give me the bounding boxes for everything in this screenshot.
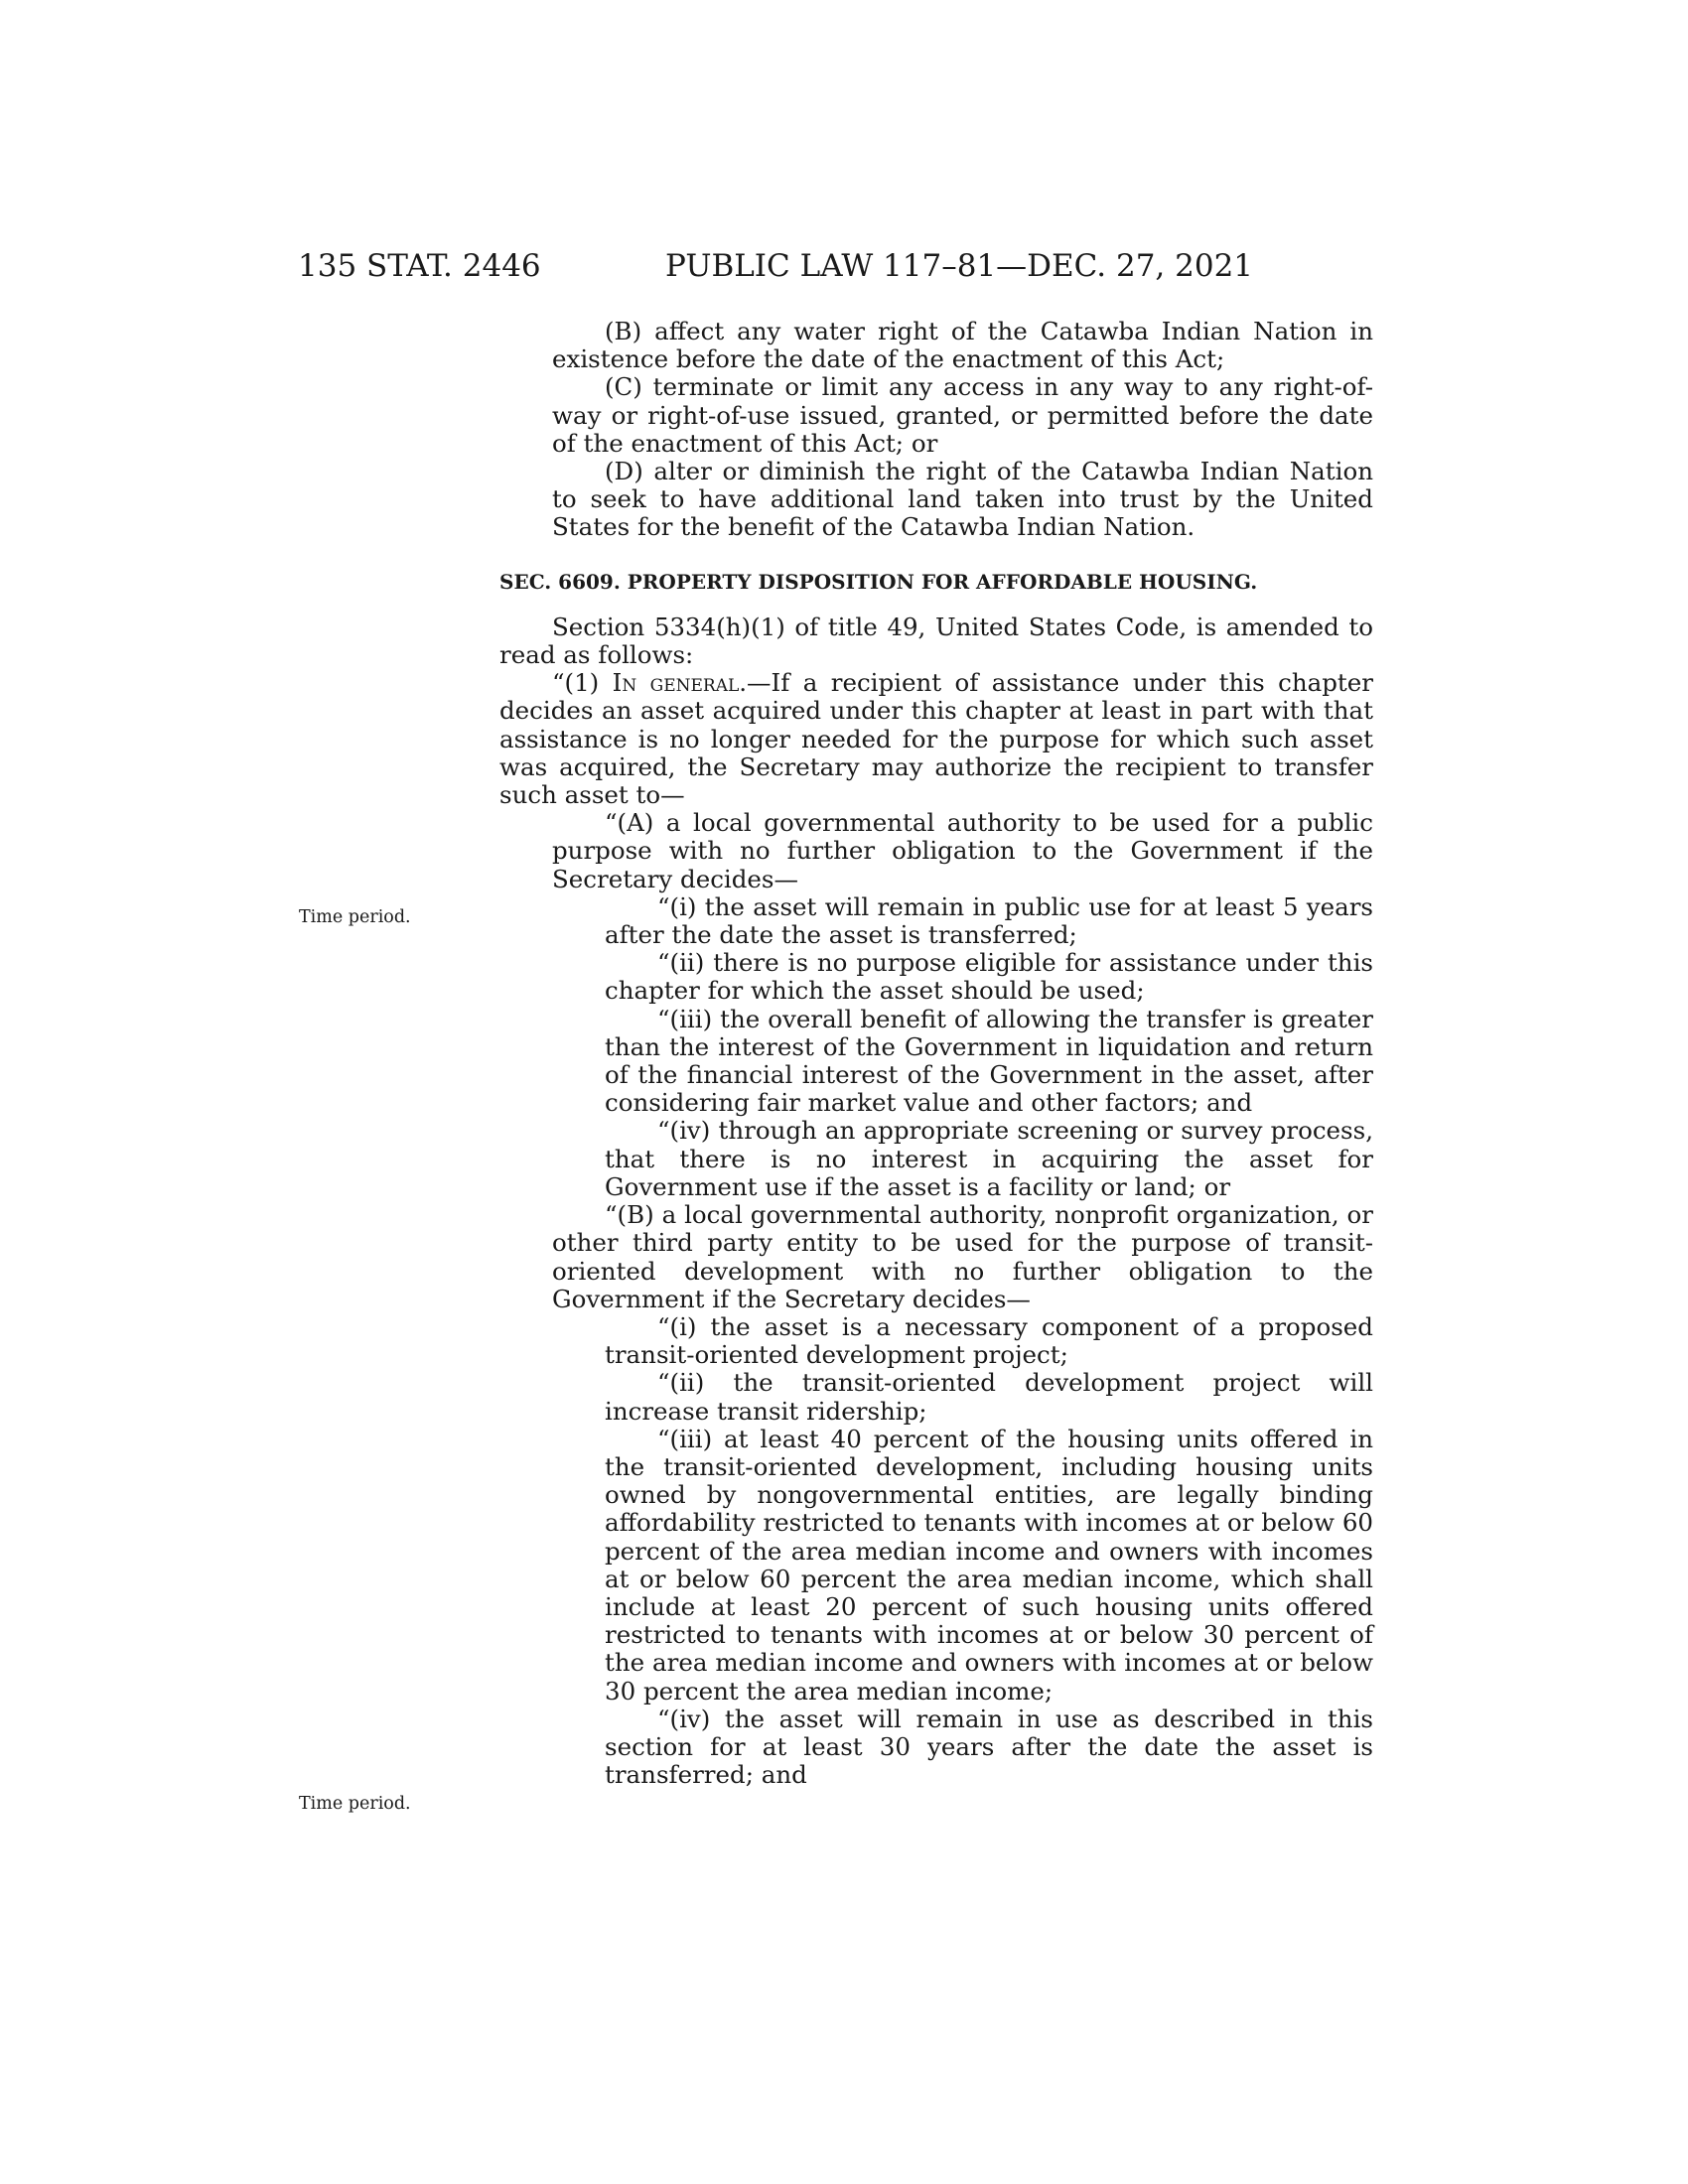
margin-note-time-period: Time period. <box>299 907 411 927</box>
paragraph-a-public-purpose: “(A) a local governmental authority to be used for a public purpose with no further obligation to the Government if the Secretary decides— <box>552 808 1373 893</box>
paragraph-amendment-intro: Section 5334(h)(1) of title 49, United States Code, is amended to read as follows: <box>499 612 1373 670</box>
paragraph-1-in-general <box>499 669 1373 809</box>
clause-i-public-use: “(i) the asset will remain in public use for at least 5 years after the date the asset is transferred; <box>605 891 1373 950</box>
page-stat-number: 135 STAT. 2446 <box>298 248 541 284</box>
page-header-title: PUBLIC LAW 117–81—DEC. 27, 2021 <box>665 248 1254 284</box>
clause-iii-overall-benefit: “(iii) the overall benefit of allowing the transfer is greater than the interest of the Government in liquidation and return of the financial interest of the Government in the asset, after considering fair market value and other factors; and <box>605 1004 1373 1118</box>
paragraph-number: “(1) <box>552 668 613 698</box>
clause-iv-remain-in-use: “(iv) the asset will remain in use as described in this section for at least 30 years after the date the asset is transferred; and <box>605 1704 1373 1790</box>
clause-ii-no-eligible-purpose: “(ii) there is no purpose eligible for assistance under this chapter for which the asset should be used; <box>605 948 1373 1006</box>
paragraph-caption: In general <box>612 668 740 698</box>
clause-i-necessary-component: “(i) the asset is a necessary component of a proposed transit-oriented development project; <box>605 1311 1373 1370</box>
clause-iv-screening: “(iv) through an appropriate screening or survey process, that there is no interest in acquiring the asset for Government use if the asset is a facility or land; or <box>605 1116 1373 1201</box>
clause-iii-affordable-units: “(iii) at least 40 percent of the housing units offered in the transit-oriented development, including housing units owned by nongovernmental entities, are legally binding affordability restricted to tenants with incomes at or below 60 percent of the area median income and owners with incomes at or below 60 percent the area median income, which shall include at least 20 percent of such housing units offered restricted to tenants with incomes at or below 30 percent of the area median income and owners with incomes at or below 30 percent the area median income; <box>605 1424 1373 1706</box>
paragraph-b-transit-oriented: “(B) a local governmental authority, nonprofit organization, or other third party entity to be used for the purpose of transit-oriented development with no further obligation to the Government if the Secretary decides— <box>552 1200 1373 1313</box>
paragraph-d-land-trust: (D) alter or diminish the right of the Catawba Indian Nation to seek to have additional land taken into trust by the United States for the benefit of the Catawba Indian Nation. <box>552 457 1373 542</box>
document-body <box>499 318 1373 1789</box>
margin-note-time-period: Time period. <box>299 1794 411 1814</box>
paragraph-c-access: (C) terminate or limit any access in any way to any right-of-way or right-of-use issued, granted, or permitted before the date of the enactment of this Act; or <box>552 372 1373 458</box>
paragraph-b-water-right: (B) affect any water right of the Catawba Indian Nation in existence before the date of the enactment of this Act; <box>552 317 1373 374</box>
section-heading: SEC. 6609. PROPERTY DISPOSITION FOR AFFORDABLE HOUSING. <box>499 569 1258 594</box>
clause-ii-ridership: “(ii) the transit-oriented development project will increase transit ridership; <box>605 1368 1373 1426</box>
paragraph-text: .—If a recipient of assistance under this chapter decides an asset acquired under this chapter at least in part with that assistance is no longer needed for the purpose for which such asset was acquired, the Secretary may authorize the recipient to transfer such asset to— <box>499 668 1373 810</box>
